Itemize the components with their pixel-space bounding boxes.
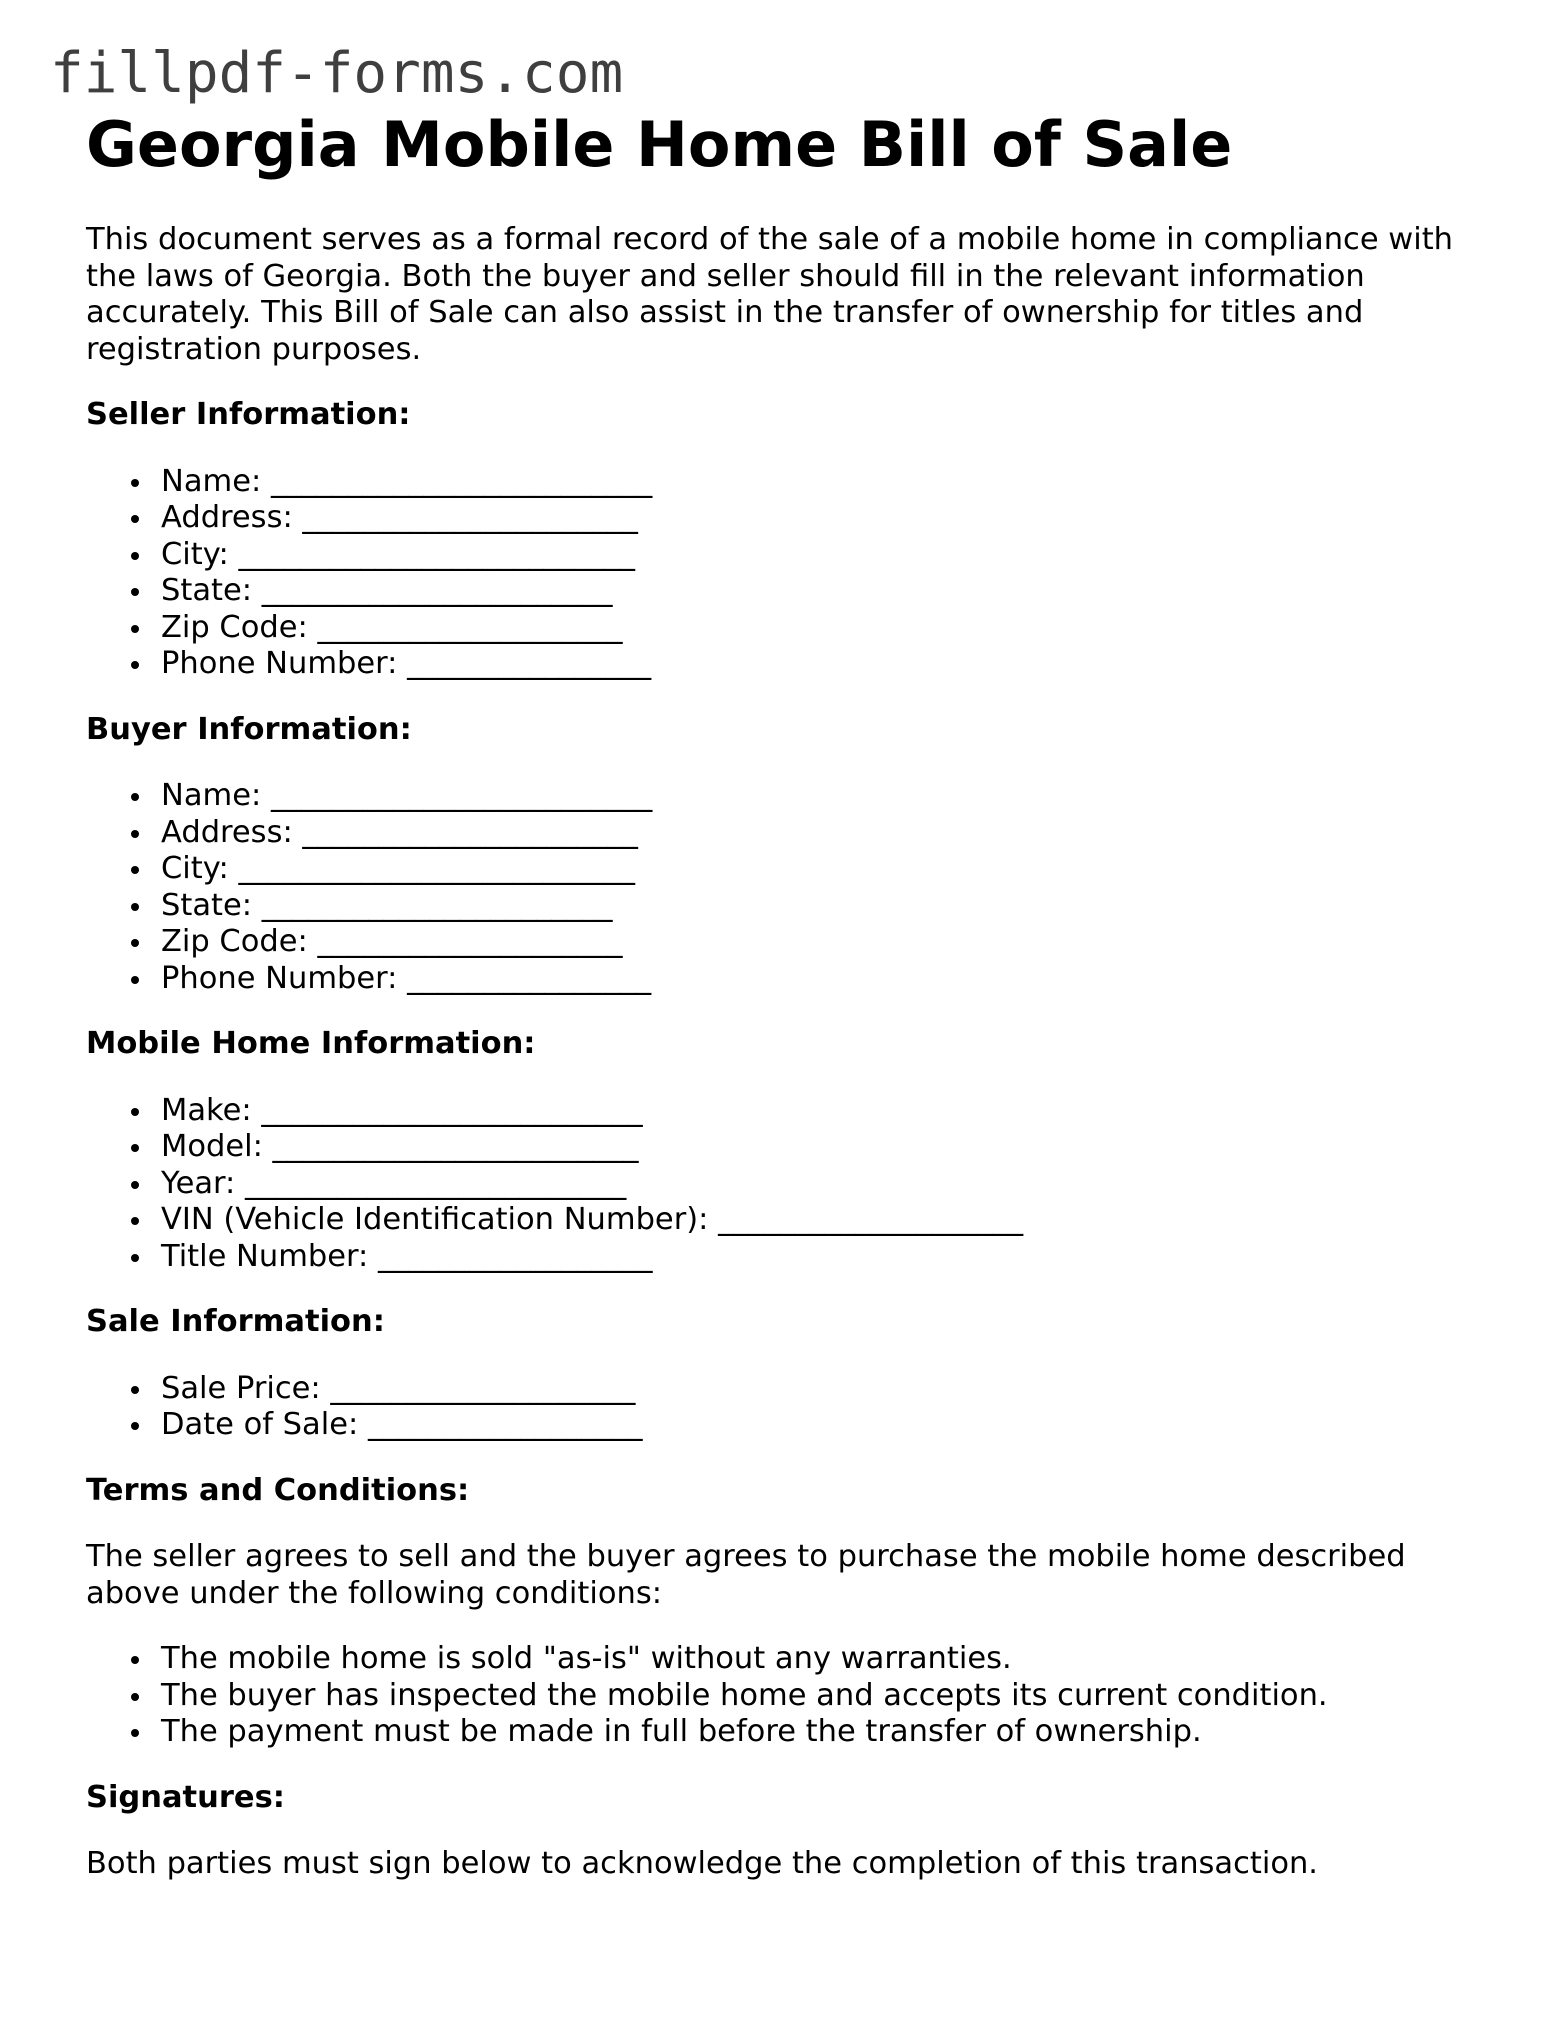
terms-intro: The seller agrees to sell and the buyer agrees to purchase the mobile home described above under the following conditions: [86, 1539, 1406, 1611]
signatures-heading: Signatures: [86, 1779, 285, 1815]
seller-heading: Seller Information: [86, 397, 411, 432]
buyer-field-list [86, 778, 1476, 997]
document-page [86, 108, 1476, 1883]
seller-section [86, 397, 1476, 683]
signatures-text: Both parties must sign below to acknowledge the completion of this transaction. [86, 1846, 1319, 1881]
mobile-home-section [86, 1026, 1476, 1275]
seller-name-field[interactable]: Name: _________________________ [161, 464, 1476, 501]
buyer-section [86, 712, 1476, 998]
term-item: The payment must be made in full before the transfer of ownership. [161, 1714, 1476, 1751]
buyer-state-field[interactable]: State: _______________________ [161, 888, 1476, 925]
signatures-section [86, 1780, 1476, 1883]
buyer-city-field[interactable]: City: __________________________ [161, 851, 1476, 888]
model-field[interactable]: Model: ________________________ [161, 1129, 1476, 1166]
title-number-field[interactable]: Title Number: __________________ [161, 1239, 1476, 1276]
sale-price-field[interactable]: Sale Price: ____________________ [161, 1371, 1476, 1408]
buyer-address-field[interactable]: Address: ______________________ [161, 815, 1476, 852]
seller-state-field[interactable]: State: _______________________ [161, 573, 1476, 610]
sale-heading: Sale Information: [86, 1304, 385, 1339]
mobile-home-heading: Mobile Home Information: [86, 1026, 536, 1061]
buyer-name-field[interactable]: Name: _________________________ [161, 778, 1476, 815]
seller-field-list [86, 464, 1476, 683]
date-of-sale-field[interactable]: Date of Sale: __________________ [161, 1407, 1476, 1444]
buyer-heading: Buyer Information: [86, 711, 412, 747]
seller-address-field[interactable]: Address: ______________________ [161, 500, 1476, 537]
terms-section [86, 1473, 1476, 1751]
term-item: The buyer has inspected the mobile home and accepts its current condition. [161, 1678, 1476, 1715]
seller-zip-field[interactable]: Zip Code: ____________________ [161, 610, 1476, 647]
watermark: fillpdf-forms.com [50, 41, 624, 106]
terms-list [86, 1641, 1476, 1751]
make-field[interactable]: Make: _________________________ [161, 1093, 1476, 1130]
sale-field-list [86, 1371, 1476, 1444]
terms-heading: Terms and Conditions: [86, 1472, 470, 1508]
seller-city-field[interactable]: City: __________________________ [161, 537, 1476, 574]
seller-phone-field[interactable]: Phone Number: ________________ [161, 646, 1476, 683]
buyer-zip-field[interactable]: Zip Code: ____________________ [161, 924, 1476, 961]
year-field[interactable]: Year: _________________________ [161, 1166, 1476, 1203]
page-title: Georgia Mobile Home Bill of Sale [86, 108, 1233, 181]
sale-section [86, 1304, 1476, 1444]
vin-field[interactable]: VIN (Vehicle Identification Number): ____________________ [161, 1202, 1476, 1239]
term-item: The mobile home is sold "as-is" without any warranties. [161, 1641, 1476, 1678]
buyer-phone-field[interactable]: Phone Number: ________________ [161, 961, 1476, 998]
mobile-home-field-list [86, 1093, 1476, 1276]
intro-paragraph: This document serves as a formal record of the sale of a mobile home in compliance with the laws of Georgia. Both the buyer and seller should fill in the relevant information accurately. This Bill of Sale can also assist in the transfer of ownership for titles and registration purposes. [86, 222, 1453, 367]
